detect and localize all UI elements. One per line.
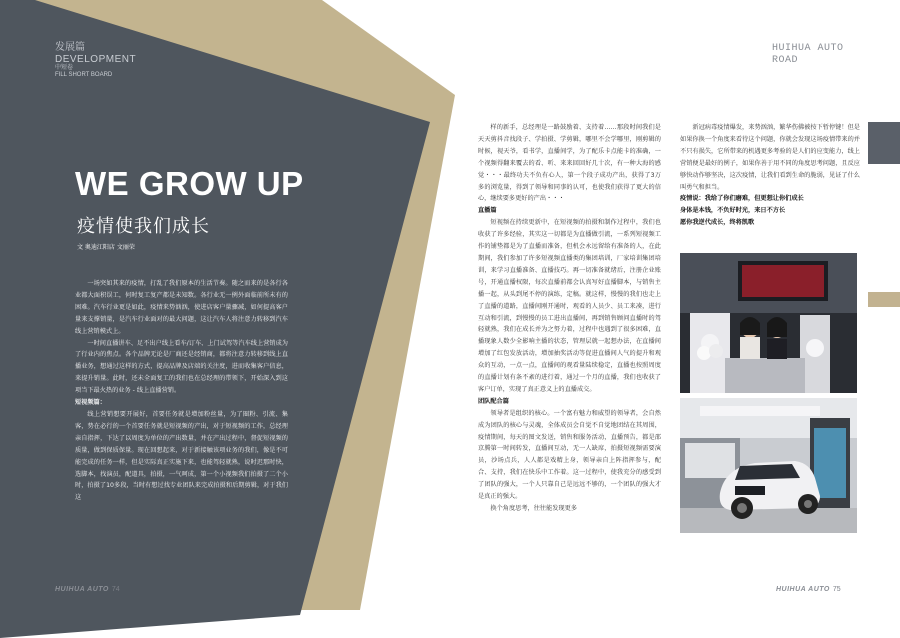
right-column: [680, 122, 860, 229]
paragraph: 领导者是组织的核心。一个富有魅力和威望的领导者，会自然成为团队的核心与灵魂，全体成员会自觉不自觉地团结在其周围，疫情期间，每天的图文发送，销售和服务活动，直播预告，都是邵京腾第一时间转发，直播间互动，无一人缺席，拍摄短视频需要演员，沙场点兵，人人都是戏精上身，领导亲自上阵指挥参与，配合、支持，我们在快乐中工作着。这一过程中，使我充分的感受到了团队的强大，一个人只靠自己是远远不够的，一个团队的强大才是真正的强大。: [478, 409, 661, 501]
emphasis-line: 身体是本钱，不负好时光，来日不方长: [680, 207, 786, 215]
byline: 文 奥迪江阳店 文丽荣: [77, 244, 135, 251]
photo-car-image: [680, 398, 857, 533]
emphasis-line: 疫情说：我给了你们磨难，但更想让你们成长: [680, 195, 804, 203]
middle-column: [478, 122, 661, 515]
paragraph: 换个角度思考，往往能发现更多: [490, 505, 578, 512]
footer-left: [55, 586, 120, 593]
section-cn: 发展篇: [55, 42, 85, 53]
gray-tab-decoration: [868, 122, 900, 164]
photo-livestream-image: [680, 253, 857, 393]
page-number: 74: [111, 586, 120, 593]
paragraph: 短视频在持续更新中，在短视频的拍摄和制作过程中，我们也收获了许多经验，其实这一切都是为直播做引流，一系列短视频工作的铺垫都是为了直播而准备，但机会永远留给有准备的人，在此期间，我们参加了许多短视频直播类的集团培训，厂家培训集团培训，来学习直播准备、直播技巧。再一切准备就绪后，注册企业账号，开通直播权限，每次直播前都会认真写好直播脚本，与销售主播一起，从头到尾不停的演练，定稿。就这样，慢慢的我们也走上了直播的道路，直播间刚开通时，观看的人员少、员工来凑，进行互动和引流，到慢慢的员工进出直播间，再到销售顾问直播时的驾轻就熟，我们在成长并为之努力着，过程中也遇到了很多困难，直播现象人数少全影响主播的状态，管理层就一起想办法，在直播间增加了红包发放活动，增加抽奖活动等促进直播间人气的提升和观众的互动，一点一点，直播间的观看量陆续稳定，直播也按照周度的直播计划有条不紊的进行着，通过一个月的直播，我们也收获了客户订单，实现了真正意义上的直播成交。: [478, 219, 661, 393]
brand-logo-top: [772, 43, 844, 67]
section-heading-live: 直播篇: [478, 207, 497, 215]
left-column: [75, 278, 288, 504]
section-sub2: FILL SHORT BOARD: [55, 71, 113, 78]
photo-livestream-hosts: [680, 253, 857, 393]
headline: WE GROW UP: [75, 165, 304, 202]
brand-line-2: ROAD: [772, 55, 799, 66]
paragraph: 新冠病毒疫情爆发，来势汹汹，繁华伤佛被按下暂停键！但是如果你换一个角度来看待这个问题，你就会发现这场疫情带来的并不只有损失，它所带来的机遇更多考验的是人们的应变能力，线上营销便是最好的例子，如果你善于用不同的角度思考问题，且反应够快动作够坚决，这次疫情，让我们看到生命的脆弱，见证了什么叫勇气和担当。: [680, 124, 860, 191]
footer-logo: HUIHUA AUTO: [55, 586, 109, 593]
brand-line-1: HUIHUA AUTO: [772, 43, 844, 54]
tan-tab-decoration: [868, 292, 900, 307]
footer-right: [776, 586, 841, 593]
footer-logo: HUIHUA AUTO: [776, 586, 830, 593]
subtitle: 疫情使我们成长: [77, 216, 210, 237]
section-label: [55, 42, 136, 79]
section-sub1: 中短卷: [55, 65, 74, 71]
section-heading-short-video: 短视频篇：: [75, 399, 106, 407]
paragraph: 一时间直播讲车、足不出户线上看车/订车、上门试驾等汽车线上营销成为了行业内的焦点。各个品牌无论是厂商还是经销商，都将注意力转移到线上直播业务，想通过这样的方式，提高品牌及店端的关注度，进而收集客户信息，来提升销量。此时，还未全面复工的我们也在总经理的带领下，开始深入到这项当下最火热的业务 - 线上直播营销。: [75, 339, 288, 395]
paragraph: 线上营销想要开展好，首要任务就是增加粉丝量，为了圈粉、引流、集客，势在必行的一个首要任务就是短视频的产出，对于短视频的工作，总经理亲自指挥，下达了以周度为单位的产出数量，并在产出过程中，督促短视频的质量，做到保质保量。现在回想起来，对于新接触该项业务的我们，像是不可能完成的任务一样，但是实际真正实施下来，也能驾轻就熟，说时迟那时快，选脚本，找演员，配道具，拍摄，一气呵成，第一个小视频我们拍摄了二个小时，拍摄了10多段，当时有想过找专业团队来完成拍摄和后期剪辑，对于我们这: [75, 410, 288, 502]
section-en: DEVELOPMENT: [55, 53, 137, 65]
paragraph: 样的新手，总经理是一路鼓励着、支持着……那段时间我们是天天剪抖音找段子、学拍摄、学剪辑，哪里不会学哪里，刚剪辑的时候，视天爷，看书学，直播间学，为了配乐卡点能卡的准确，一个视频得翻来覆去的看、听、来来回回好几十次，有一种大海的感觉・・・最终功夫不负有心人，第一个段子成功产出，获得了3万多的浏览量，得到了领导和同事的认可，也使我们获得了更大的信心，继续要多更好的产出・・・: [478, 124, 661, 203]
emphasis-line: 愿你我逆代成长，终将凯歌: [680, 219, 755, 227]
paragraph: 一场突如其来的疫情，打乱了我们原本的生活节奏。随之而来的是各行各业都大面积误工，何时复工复产都是未知数。各行业无一例外面临前所未有的困难。汽车行业更是如此，疫情来势汹汹，使进店客户量骤减，如何提高客户量来支撑销量，是汽车行业面对的最大问题，这让汽车人将注意力转移到汽车线上营销模式上。: [75, 280, 288, 335]
section-heading-team: 团队配合篇: [478, 397, 509, 405]
page-number: 75: [832, 586, 841, 593]
photo-audi-car: [680, 398, 857, 533]
